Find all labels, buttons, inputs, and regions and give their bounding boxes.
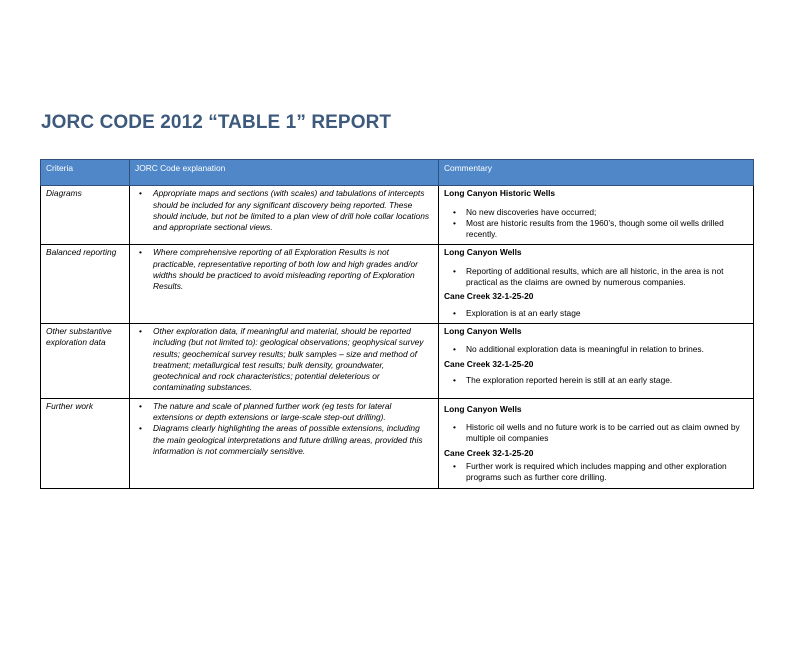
page-title: JORC CODE 2012 “TABLE 1” REPORT — [41, 112, 392, 133]
criteria-cell: Other substantive exploration data — [41, 323, 130, 398]
explanation-item: • Diagrams clearly highlighting the areas of possible extensions, including the main geological interpretations and future drilling areas, provided this information is not commercially sensitive. — [135, 423, 433, 457]
table-row-balanced-reporting — [41, 245, 754, 323]
commentary-item: • Historic oil wells and no future work is to be carried out as claim owned by multiple oil companies — [444, 422, 748, 445]
table-header-row — [41, 160, 754, 186]
commentary-heading: Long Canyon Wells — [444, 403, 522, 414]
explanation-item: • Appropriate maps and sections (with scales) and tabulations of intercepts should be included for any significant discovery being reported. These should include, but not be limited to a plan view of drill hole collar locations and appropriate sectional views. — [135, 188, 433, 233]
explanation-item: • Other exploration data, if meaningful and material, should be reported including (but not limited to): geological observations; geophysical survey results; geochemical survey results; bulk samples – size and method of treatment; metallurgical test results; bulk density, groundwater, geotechnical and rock characteristics; potential deleterious or contaminating substances. — [135, 326, 433, 394]
explanation-cell — [130, 323, 439, 398]
commentary-item: • Most are historic results from the 1960’s, though some oil wells drilled recently. — [444, 218, 748, 241]
commentary-cell — [439, 323, 754, 398]
commentary-heading: Long Canyon Wells — [444, 325, 522, 336]
table-row-further-work — [41, 398, 754, 488]
commentary-item: • No new discoveries have occurred; — [444, 207, 748, 218]
commentary-item: • Further work is required which includes mapping and other exploration programs such as further core drilling. — [444, 461, 748, 484]
header-commentary: Commentary — [439, 160, 754, 186]
commentary-item: • The exploration reported herein is still at an early stage. — [444, 375, 748, 386]
criteria-cell: Further work — [41, 398, 130, 488]
commentary-item: • No additional exploration data is meaningful in relation to brines. — [444, 344, 748, 355]
commentary-item: • Reporting of additional results, which are all historic, in the area is not practical as the claims are owned by numerous companies. — [444, 266, 748, 289]
commentary-cell — [439, 186, 754, 245]
table-row-diagrams — [41, 186, 754, 245]
commentary-heading: Cane Creek 32-1-25-20 — [444, 447, 534, 458]
criteria-cell: Diagrams — [41, 186, 130, 245]
commentary-heading: Cane Creek 32-1-25-20 — [444, 358, 534, 369]
criteria-cell: Balanced reporting — [41, 245, 130, 323]
commentary-heading: Long Canyon Historic Wells — [444, 188, 556, 199]
header-criteria: Criteria — [41, 160, 130, 186]
commentary-cell — [439, 245, 754, 323]
explanation-cell — [130, 186, 439, 245]
commentary-heading: Cane Creek 32-1-25-20 — [444, 291, 534, 302]
explanation-cell — [130, 398, 439, 488]
jorc-table — [40, 159, 754, 489]
explanation-item: • The nature and scale of planned further work (eg tests for lateral extensions or depth extensions or large-scale step-out drilling). — [135, 401, 433, 424]
table-row-other-exploration-data — [41, 323, 754, 398]
commentary-cell — [439, 398, 754, 488]
commentary-heading: Long Canyon Wells — [444, 247, 522, 258]
explanation-cell — [130, 245, 439, 323]
header-explanation: JORC Code explanation — [130, 160, 439, 186]
commentary-item: • Exploration is at an early stage — [444, 308, 748, 319]
explanation-item: • Where comprehensive reporting of all Exploration Results is not practicable, representative reporting of both low and high grades and/or widths should be practiced to avoid misleading reporting of Exploration Results. — [135, 247, 433, 292]
